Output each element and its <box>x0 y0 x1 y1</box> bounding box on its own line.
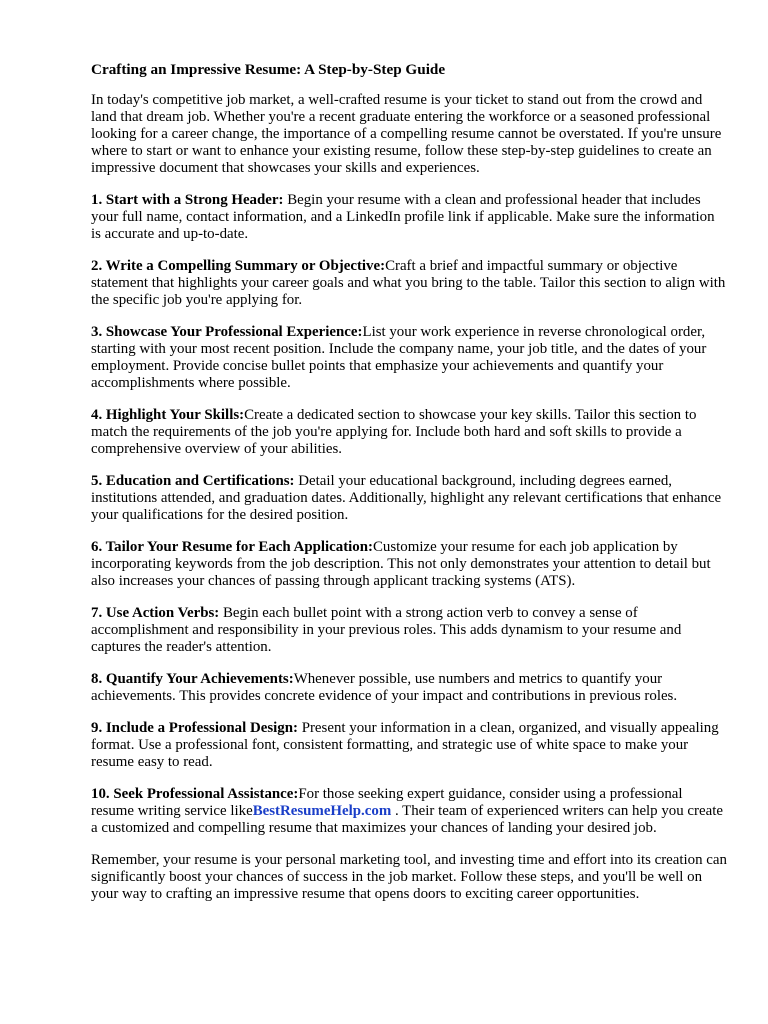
step-heading: 4. Highlight Your Skills: <box>91 407 245 423</box>
step-text: Create a dedicated section to showcase your key skills. Tailor this section to match the requirements of the job you're applying for. Include both hard and soft skills to provide a comprehensive overview of your abilities. <box>91 407 697 457</box>
step-text: Present your information in a clean, organized, and visually appealing format. Use a professional font, consistent formatting, and strategic use of white space to make your resume easy to read. <box>91 720 719 770</box>
best-resume-help-link[interactable]: BestResumeHelp.com <box>252 803 392 819</box>
step-3 <box>91 324 728 392</box>
step-7 <box>91 605 728 656</box>
conclusion-paragraph: Remember, your resume is your personal marketing tool, and investing time and effort into its creation can significantly boost your chances of success in the job market. Follow these steps, and you'll be well on your way to crafting an impressive resume that opens doors to exciting career opportunities. <box>91 852 727 902</box>
step-heading: 2. Write a Compelling Summary or Objective: <box>91 258 386 274</box>
step-8 <box>91 671 728 705</box>
step-text: Customize your resume for each job application by incorporating keywords from the job description. This not only demonstrates your attention to detail but also increases your chances of passing through applicant tracking systems (ATS). <box>91 539 711 589</box>
step-text: Craft a brief and impactful summary or objective statement that highlights your career goals and what you bring to the table. Tailor this section to align with the specific job you're applying for. <box>91 258 726 308</box>
step-text: Begin your resume with a clean and professional header that includes your full name, contact information, and a LinkedIn profile link if applicable. Make sure the information is accurate and up-to-date. <box>91 192 715 242</box>
step-9 <box>91 720 728 771</box>
intro-paragraph: In today's competitive job market, a well-crafted resume is your ticket to stand out from the crowd and land that dream job. Whether you're a recent graduate entering the workforce or a seasoned professional looking for a career change, the importance of a compelling resume cannot be overstated. If you're unsure where to start or want to enhance your existing resume, follow these step-by-step guidelines to create an impressive document that showcases your skills and experiences. <box>91 92 722 176</box>
step-text: Detail your educational background, including degrees earned, institutions attended, and graduation dates. Additionally, highlight any relevant certifications that enhance your qualifications for the desired position. <box>91 473 722 523</box>
step-heading: 3. Showcase Your Professional Experience: <box>91 324 363 340</box>
document-title: Crafting an Impressive Resume: A Step-by-Step Guide <box>91 61 446 78</box>
step-text: Begin each bullet point with a strong action verb to convey a sense of accomplishment and responsibility in your previous roles. This adds dynamism to your resume and captures the reader's attention. <box>91 605 682 655</box>
step-4 <box>91 407 728 458</box>
step-heading: 9. Include a Professional Design: <box>91 720 298 736</box>
step-heading: 1. Start with a Strong Header: <box>91 192 284 208</box>
step-heading: 6. Tailor Your Resume for Each Application: <box>91 539 373 555</box>
step-text: For those seeking expert guidance, consider using a professional resume writing service like <box>91 786 683 819</box>
step-heading: 5. Education and Certifications: <box>91 473 295 489</box>
step-10 <box>91 786 728 837</box>
step-1 <box>91 192 728 243</box>
step-heading: 7. Use Action Verbs: <box>91 605 220 621</box>
step-5 <box>91 473 728 524</box>
step-6 <box>91 539 728 590</box>
step-text: Whenever possible, use numbers and metrics to quantify your achievements. This provides concrete evidence of your impact and contributions in previous roles. <box>91 671 678 704</box>
step-heading: 10. Seek Professional Assistance: <box>91 786 299 802</box>
step-text: . Their team of experienced writers can help you create a customized and compelling resume that maximizes your chances of landing your desired job. <box>91 803 723 836</box>
step-heading: 8. Quantify Your Achievements: <box>91 671 294 687</box>
step-text: List your work experience in reverse chronological order, starting with your most recent position. Include the company name, your job title, and the dates of your employment. Provide concise bullet points that emphasize your achievements and quantify your accomplishments where possible. <box>91 324 707 391</box>
step-2 <box>91 258 728 309</box>
